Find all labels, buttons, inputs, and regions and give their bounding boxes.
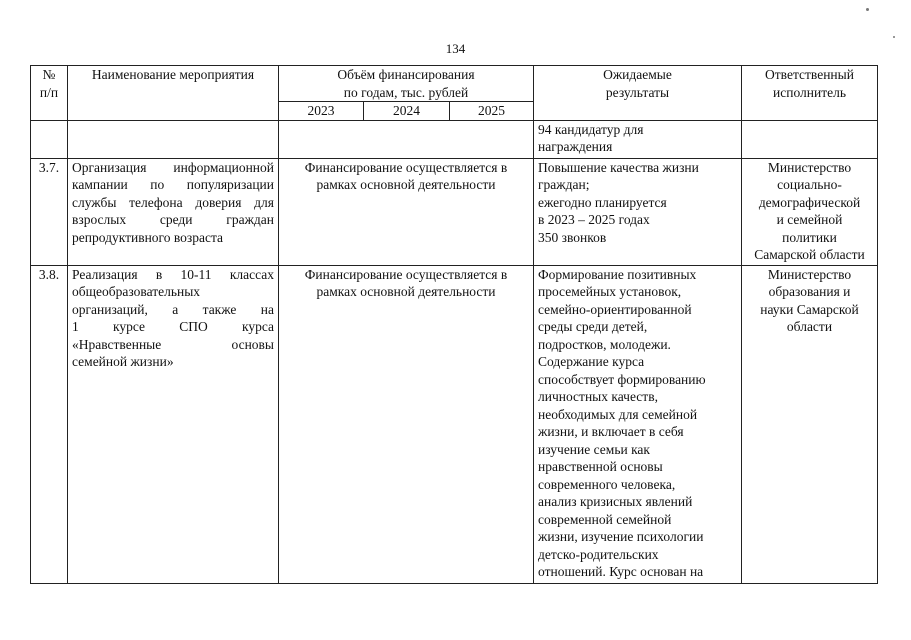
results-line: жизни, изучение психологии (538, 529, 704, 544)
results-line: Формирование позитивных (538, 266, 697, 282)
results-line: граждан; (538, 177, 590, 192)
results-line: нравственной основы (538, 459, 663, 474)
responsible-line: социально- (777, 177, 842, 192)
header-responsible (742, 66, 878, 121)
header-funding (279, 66, 534, 102)
scan-speck (866, 8, 869, 11)
header-row-top (31, 66, 878, 102)
activity-line: семейной жизни» (72, 354, 174, 369)
activity-line: Организация информационной (72, 159, 274, 175)
results-line: способствует формированию (538, 371, 706, 387)
results-line: необходимых для семейной (538, 406, 698, 422)
results-line: изучение семьи как (538, 441, 650, 457)
row-number: 3.8. (31, 265, 68, 583)
header-number (31, 66, 68, 121)
row-funding (279, 265, 534, 583)
results-line: подростков, молодежи. (538, 336, 671, 352)
results-line: в 2023 – 2025 годах (538, 212, 650, 227)
results-line: семейно-ориентированной (538, 301, 692, 317)
responsible-line: Министерство (767, 159, 852, 175)
results-line: просемейных установок, (538, 284, 682, 299)
table-row (31, 120, 878, 158)
header-funding-line-1: Объём финансирования (337, 67, 475, 82)
table-row (31, 265, 878, 583)
results-line: отношений. Курс основан на (538, 564, 704, 579)
responsible-line: образования и (768, 284, 851, 299)
scan-speck (893, 36, 895, 38)
results-line: детско-родительских (538, 546, 659, 562)
header-funding-line-2: по годам, тыс. рублей (343, 84, 469, 100)
activity-line: организаций, а также на (72, 301, 274, 317)
results-line: среды среди детей, (538, 319, 648, 334)
header-results-line-2: результаты (605, 84, 670, 100)
row-expected-results (534, 265, 742, 583)
results-line: Содержание курса (538, 354, 645, 369)
responsible-line: области (786, 319, 833, 334)
funding-line: рамках основной деятельности (316, 177, 496, 192)
funding-line: Финансирование осуществляется в (304, 266, 508, 282)
header-activity-name: Наименование мероприятия (68, 66, 279, 121)
funding-line: рамках основной деятельности (316, 284, 496, 299)
row-activity-name (68, 158, 279, 265)
activity-line: репродуктивного возраста (72, 229, 224, 245)
activity-line: «Нравственные основы (72, 336, 274, 352)
row-responsible (742, 265, 878, 583)
activities-table (30, 65, 878, 584)
row-activity-name (68, 265, 279, 583)
activity-line: Реализация в 10-11 классах (72, 266, 274, 282)
activity-line: общеобразовательных (72, 284, 201, 299)
responsible-line: науки Самарской (760, 301, 859, 317)
row-funding (279, 120, 534, 158)
row-expected-results (534, 120, 742, 158)
header-year-2024: 2024 (364, 102, 450, 121)
activity-line: кампании по популяризации (72, 177, 274, 192)
responsible-line: политики (782, 229, 837, 245)
results-line: современного человека, (538, 476, 676, 492)
row-number (31, 120, 68, 158)
header-number-line-2: п/п (39, 84, 59, 100)
results-line: анализ кризисных явлений (538, 494, 693, 509)
results-line: Повышение качества жизни (538, 159, 699, 175)
row-responsible (742, 158, 878, 265)
row-expected-results (534, 158, 742, 265)
header-responsible-line-1: Ответственный (765, 67, 854, 82)
header-year-2025: 2025 (450, 102, 534, 121)
responsible-line: Министерство (767, 266, 852, 282)
header-number-line-1: № (42, 67, 56, 82)
results-line: личностных качеств, (538, 389, 658, 404)
row-responsible (742, 120, 878, 158)
row-funding (279, 158, 534, 265)
funding-line: Финансирование осуществляется в (304, 159, 508, 175)
responsible-line: Самарской области (754, 247, 865, 262)
row-number: 3.7. (31, 158, 68, 265)
page-number: 134 (445, 41, 466, 56)
row-activity-name (68, 120, 279, 158)
responsible-line: демографической (758, 194, 861, 210)
results-line: современной семейной (538, 511, 672, 527)
table-row (31, 158, 878, 265)
activity-line: 1 курсе СПО курса (72, 319, 274, 334)
header-year-2023: 2023 (279, 102, 364, 121)
results-line: жизни, и включает в себя (538, 424, 684, 439)
results-line: 350 звонков (538, 229, 607, 245)
header-responsible-line-2: исполнитель (773, 84, 846, 100)
responsible-line: и семейной (776, 212, 843, 227)
results-line: ежегодно планируется (538, 194, 667, 210)
results-line: награждения (538, 139, 613, 154)
header-results-line-1: Ожидаемые (603, 67, 672, 82)
results-line: 94 кандидатур для (538, 121, 644, 137)
header-expected-results (534, 66, 742, 121)
activity-line: взрослых среди граждан (72, 212, 274, 227)
activity-line: службы телефона доверия для (72, 194, 274, 210)
